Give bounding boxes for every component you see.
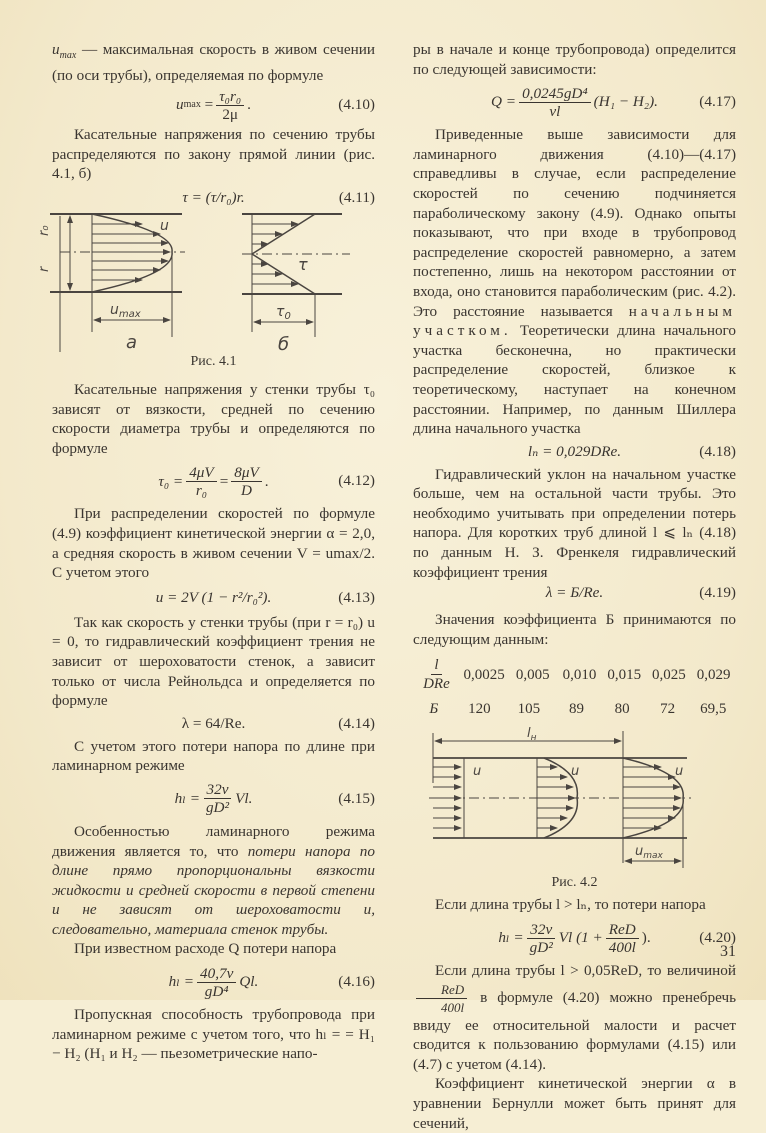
table-cell: 0,005 bbox=[515, 666, 550, 683]
table-row bbox=[413, 695, 736, 723]
figure-caption: Рис. 4.1 bbox=[190, 354, 237, 369]
denominator: DRe bbox=[423, 676, 450, 693]
paragraph-wall-velocity: Так как скорость у стенки трубы (при r = r₀) u = 0, то гидравлический коэффициент трения не зависит от шероховатости стенок, а зависит только от числа Рейнольдса и определяется по формуле bbox=[52, 613, 375, 710]
page-number: 31 bbox=[720, 943, 736, 960]
numerator: ReD bbox=[416, 981, 467, 999]
equation-number: (4.11) bbox=[338, 189, 375, 207]
paragraph-known-flow: При известном расходе Q потери напора bbox=[74, 940, 337, 958]
eq-lhs: Q = bbox=[491, 93, 517, 111]
equation-4-10: u max = $\frac{\text{τ₀r₀}}{2\mu}$ . (4.10) bbox=[176, 87, 375, 123]
denominator: r₀ bbox=[195, 481, 208, 499]
table-cell: 0,025 bbox=[652, 666, 686, 683]
paragraph-long-pipe: Если длина трубы l > lₙ, то потери напора bbox=[435, 896, 706, 914]
paragraph-neglect-term bbox=[413, 961, 736, 1074]
table-cell: 72 bbox=[660, 700, 676, 717]
paragraph-laminar-feature bbox=[52, 822, 375, 940]
label-u-1: u bbox=[473, 764, 482, 780]
coefficient-table bbox=[413, 655, 736, 723]
table-cell: 0,010 bbox=[562, 666, 597, 683]
inline-fraction bbox=[416, 981, 467, 1016]
text: Приведенные выше зависимости для ламинарного движения (4.10)—(4.17) справедливы в случае, если распределение скоростей по сечению подчиняется параболическому закону (4.9). Однако опыты показывают, что при входе в трубопровод распределение скоростей равномерно, а затем постепенно, лишь на некотором расстоянии от входа, оно становится параболическим (рис. 4.2). Это расстояние называется bbox=[413, 126, 736, 320]
equation-number: (4.15) bbox=[338, 790, 375, 808]
table-cell: 120 bbox=[468, 700, 491, 717]
eq-lhs: u bbox=[176, 96, 184, 114]
var-sub: max bbox=[59, 50, 77, 62]
denominator: gD² bbox=[205, 799, 230, 817]
entrance-flow-diagram bbox=[399, 723, 699, 873]
text: Теоретически длина начального участка бесконечна, но практически распределение скоростей, близкое к теоретическому, наступает на конечном расстоянии. Например, по данным Шиллера длина начального участка bbox=[413, 322, 736, 438]
text: Если длина трубы l > 0,05ReD, то величиной bbox=[435, 962, 736, 980]
equation-4-14 bbox=[52, 711, 375, 737]
paragraph-entrance-length bbox=[413, 125, 736, 439]
denominator: νl bbox=[549, 102, 561, 120]
var-u: u bbox=[52, 41, 60, 58]
label-r: r bbox=[37, 266, 52, 272]
numerator: 32ν bbox=[204, 781, 232, 799]
denominator: 400l bbox=[608, 938, 636, 956]
paragraph-distribution: При распределении скоростей по формуле (4.9) коэффициент кинетической энергии α = 2,0, а средняя скорость в живом сечении V = umax/2. С учетом этого bbox=[52, 505, 375, 582]
figure-4-2 bbox=[399, 723, 736, 895]
eq-expr: u = 2V (1 − r²/r₀²). bbox=[155, 588, 272, 606]
numerator: 4μV bbox=[186, 464, 217, 482]
fraction bbox=[231, 464, 262, 499]
equation-4-17 bbox=[413, 79, 736, 125]
denominator: gD⁴ bbox=[204, 982, 229, 1000]
equation-4-15 bbox=[52, 776, 375, 822]
table-row bbox=[413, 655, 736, 695]
text: в формуле (4.20) можно пренебречь ввиду ее относительной малости и расчет сводится к пользованию формулами (4.15) или (4.7) с учетом (4.14). bbox=[413, 988, 737, 1073]
equation-number: (4.14) bbox=[338, 714, 375, 732]
paragraph-capacity: Пропускная способность трубопровода при ламинарном режиме с учетом того, что hₗ = = H₁ − H₂ (H₁ и H₂ — пьезометрические напо- bbox=[52, 1006, 375, 1063]
right-column bbox=[413, 40, 736, 1133]
denominator: 2μ bbox=[222, 105, 239, 123]
label-tau0: $\tau_0$ bbox=[276, 304, 291, 322]
equation-4-12 bbox=[52, 458, 375, 504]
spaced-term: начальным участком. bbox=[413, 302, 736, 340]
table-cell: 0,0025 bbox=[463, 666, 505, 683]
paragraph-hydraulic-slope: Гидравлический уклон на начальном участке больше, чем на остальной части трубы. Это необходимо учитывать при определении потерь напора. Для коротких труб длиной l ⩽ lₙ (4.18) по данным Н. З. Френкеля гидравлический коэффициент трения bbox=[413, 465, 736, 581]
eq-lhs: hₗ = bbox=[168, 973, 194, 991]
numerator: l bbox=[431, 657, 441, 675]
denominator: D bbox=[241, 481, 252, 499]
numerator: τ₀r₀ bbox=[216, 88, 244, 106]
figure-4-1 bbox=[30, 212, 375, 372]
eq-tail: . bbox=[264, 472, 269, 490]
denominator: 400l bbox=[441, 999, 465, 1015]
text: — максимальная скорость в живом сечении (по оси трубы), определяемая по формуле bbox=[52, 41, 375, 84]
fraction bbox=[527, 921, 556, 956]
table-cell: 80 bbox=[614, 700, 630, 717]
equation-number: (4.18) bbox=[699, 442, 736, 460]
label-umax: $u_{max}$ bbox=[110, 302, 141, 320]
numerator: 8μV bbox=[231, 464, 262, 482]
label-u: u bbox=[160, 218, 169, 234]
eq-mid: Vl (1 + bbox=[558, 929, 603, 947]
eq-tail: . bbox=[247, 96, 251, 114]
row-header-fraction bbox=[416, 656, 457, 695]
table-cell: 69,5 bbox=[700, 700, 727, 717]
numerator: 32ν bbox=[527, 921, 555, 939]
eq-tail: ). bbox=[641, 929, 651, 947]
label-u-2: u bbox=[571, 764, 580, 780]
eq-tail: Ql. bbox=[239, 973, 259, 991]
label-u-3: u bbox=[675, 764, 684, 780]
equation-number: (4.16) bbox=[338, 973, 375, 991]
text: Особенностью ламинарного режима движения является то, что bbox=[52, 822, 375, 860]
equation-4-16 bbox=[52, 959, 375, 1005]
equation-number: (4.20) bbox=[699, 929, 736, 947]
left-column bbox=[37, 40, 375, 1064]
eq-expr: τ = (τ/r₀)r. bbox=[182, 189, 245, 207]
eq-lhs: hₗ = bbox=[498, 929, 524, 947]
label-r0: r₀ bbox=[37, 225, 52, 236]
eq-expr: λ = Б/Re. bbox=[545, 584, 604, 602]
equation-4-19 bbox=[413, 582, 736, 604]
eq-tail: Vl. bbox=[235, 790, 253, 808]
label-a: а bbox=[126, 332, 138, 352]
fraction bbox=[519, 85, 591, 120]
paragraph-head-loss: С учетом этого потери напора по длине при ламинарном режиме bbox=[52, 737, 375, 775]
fraction bbox=[216, 88, 244, 123]
numerator: 40,7ν bbox=[197, 965, 236, 983]
eq-tail: (H₁ − H₂). bbox=[593, 93, 658, 111]
fraction bbox=[186, 464, 217, 499]
eq-expr: λ = 64/Re. bbox=[181, 714, 246, 732]
label-umax: $u_{max}$ bbox=[635, 844, 663, 862]
paragraph-coef-values: Значения коэффициента Б принимаются по следующим данным: bbox=[413, 611, 736, 648]
equation-4-20 bbox=[413, 915, 736, 961]
figure-caption: Рис. 4.2 bbox=[551, 875, 598, 891]
paragraph-kinetic-energy: Коэффициент кинетической энергии α в уравнении Бернулли может быть принят для сечений, bbox=[413, 1075, 736, 1132]
fraction bbox=[606, 921, 639, 956]
paragraph-shear-stress: Касательные напряжения по сечению трубы распределяются по закону прямой линии (рис. 4.1, б) bbox=[52, 126, 375, 183]
numerator: ReD bbox=[606, 921, 639, 939]
table-cell: 105 bbox=[517, 700, 541, 717]
equation-number: (4.17) bbox=[699, 93, 736, 111]
equation-number: (4.12) bbox=[338, 472, 375, 490]
velocity-shear-profile-diagram bbox=[30, 212, 375, 352]
label-b: б bbox=[278, 334, 290, 352]
denominator: gD² bbox=[529, 938, 553, 956]
equation-number: (4.10) bbox=[338, 96, 375, 114]
label-tau: τ bbox=[298, 255, 308, 274]
equation-4-11 bbox=[52, 184, 375, 212]
paragraph-continued: ры в начале и конце трубопровода) определится по следующей зависимости: bbox=[413, 41, 736, 78]
eq-lhs-sub: max bbox=[183, 99, 201, 111]
equation-4-18 bbox=[413, 439, 736, 465]
equation-4-13 bbox=[52, 583, 375, 613]
eq-expr: lₙ = 0,029DRe. bbox=[527, 442, 622, 460]
table-cell: 0,015 bbox=[607, 666, 642, 683]
fraction bbox=[197, 965, 236, 1000]
row-header: Б bbox=[429, 700, 439, 717]
equation-number: (4.19) bbox=[699, 584, 736, 602]
table-cell: 89 bbox=[568, 700, 584, 717]
paragraph-wall-stress: Касательные напряжения у стенки трубы τ₀ зависят от вязкости, средней по сечению скорости диаметра трубы и определяются по формуле bbox=[52, 381, 375, 457]
eq-mid: = bbox=[219, 472, 229, 490]
eq-lhs: hₗ = bbox=[174, 790, 200, 808]
eq-lhs: τ₀ = bbox=[158, 472, 184, 490]
numerator: 0,0245gD⁴ bbox=[519, 85, 591, 103]
equation-number: (4.13) bbox=[338, 588, 375, 606]
italic-text: потери напора по длине прямо пропорциональны вязкости жидкости и средней скорости в первой степени и не зависят от шероховатости и, следовательно, материала стенок трубы. bbox=[52, 842, 375, 938]
paragraph-umax-definition bbox=[52, 40, 375, 85]
fraction bbox=[203, 781, 232, 816]
label-ln: $l_н$ bbox=[527, 726, 537, 744]
table-cell: 0,029 bbox=[696, 666, 731, 683]
